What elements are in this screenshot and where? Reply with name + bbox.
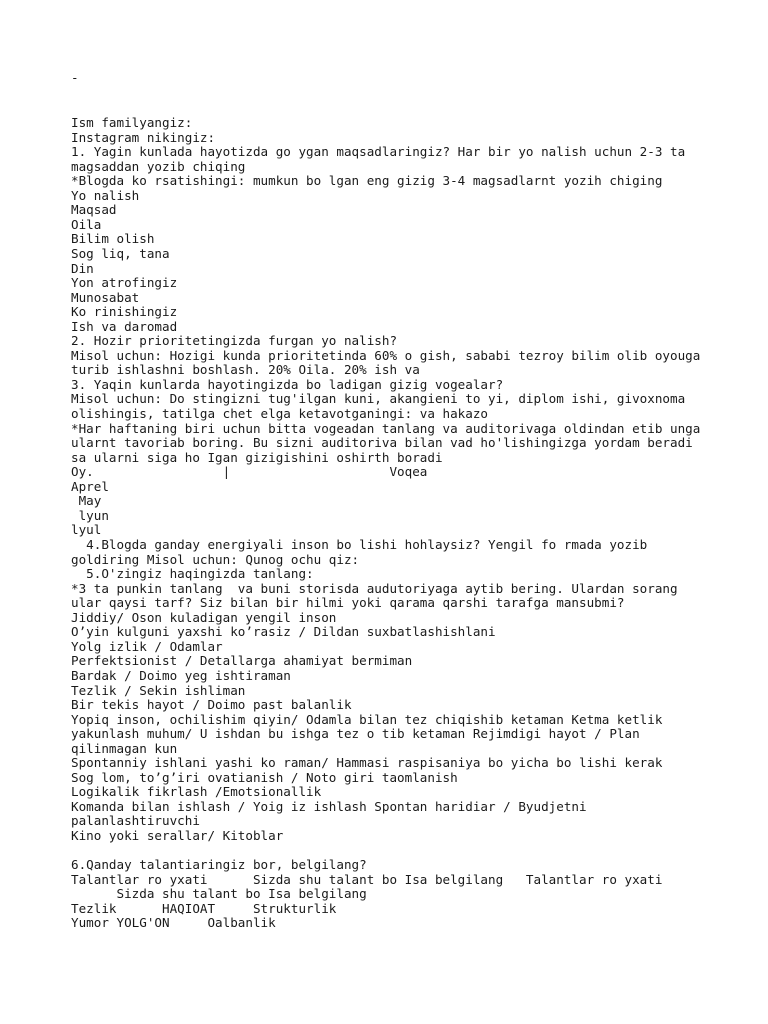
document-line: Sizda shu talant bo Isa belgilang [71, 886, 367, 902]
document-line: Yopiq inson, ochilishim qiyin/ Odamla bilan tez chiqishib ketaman Ketma ketlik [71, 711, 663, 727]
document-line: 1. Yagin kunlada hayotizda go ygan maqsadlaringiz? Har bir yo nalish uchun 2-3 ta [71, 144, 686, 160]
document-line: May [71, 493, 102, 509]
document-line: Oila [71, 216, 102, 232]
document-line: Talantlar ro yxati Sizda shu talant bo Isa belgilang Talantlar ro yxati [71, 871, 663, 887]
document-line: yakunlash muhum/ U ishdan bu ishga tez o tib ketaman Rejimdigi hayot / Plan [71, 726, 640, 742]
document-line: Instagram nikingiz: [71, 129, 216, 145]
document-line: Yo nalish [71, 187, 140, 203]
document-line: palanlashtiruvchi [71, 813, 200, 829]
document-line: Misol uchun: Hozigi kunda prioritetinda 60% o gish, sababi tezroy bilim olib oyouga [71, 347, 701, 363]
document-line: qilinmagan kun [71, 740, 178, 756]
document-line: lyun [71, 507, 109, 523]
document-line: Ish va daromad [71, 318, 178, 334]
document-line: 5.O'zingiz haqingizda tanlang: [71, 566, 314, 581]
document-line: Bilim olish [71, 231, 155, 247]
document-line: Tezlik / Sekin ishliman [71, 682, 246, 698]
document-line: Munosabat [71, 289, 140, 305]
document-line: turib ishlashni boshlash. 20% Oila. 20% ish va [71, 362, 420, 378]
document-line: *3 ta punkin tanlang va buni storisda audutoriyaga aytib bering. Ulardan sorang [71, 580, 678, 596]
document-line: Jiddiy/ Oson kuladigan yengil inson [71, 609, 337, 625]
document-line: Spontanniy ishlani yashi ko raman/ Hammasi raspisaniya bo yicha bo lishi kerak [71, 755, 663, 771]
document-line: lyul [71, 522, 102, 538]
document-line: Yumor YOLG'ON Oalbanlik [71, 915, 276, 931]
document-line: Bardak / Doimo yeg ishtiraman [71, 667, 291, 683]
document-line: O’yin kulguni yaxshi ko’rasiz / Dildan suxbatlashishlani [71, 624, 496, 640]
document-line: Tezlik HAQIOAT Strukturlik [71, 900, 337, 916]
document-line: Oy. | Voqea [71, 464, 428, 480]
document-line: Komanda bilan ishlash / Yoig iz ishlash Spontan haridiar / Byudjetni [71, 798, 587, 814]
document-line: sa ularni siga ho Igan gizigishini oshirth boradi [71, 449, 443, 465]
document-line: 6.Qanday talantiaringiz bor, belgilang? [71, 857, 367, 873]
document-line: Maqsad [71, 202, 117, 218]
document-line: Sog liq, tana [71, 246, 170, 261]
document-line: 4.Blogda ganday energiyali inson bo lishi hohlaysiz? Yengil fo rmada yozib [71, 537, 648, 552]
document-line: *Har haftaning biri uchun bitta vogeadan tanlang va auditorivaga oldindan etib unga [71, 420, 701, 436]
document-line: Logikalik fikrlash /Emotsionallik [71, 784, 322, 800]
document-line: Sog lom, to’g’iri ovatianish / Noto giri taomlanish [71, 769, 458, 785]
document-line: Din [71, 260, 94, 276]
document-line: ularnt tavoriab boring. Bu sizni auditoriva bilan vad ho'lishingizga yordam beradi [71, 435, 693, 451]
document-line: ular qaysi tarf? Siz bilan bir hilmi yoki qarama qarshi tarafga mansubmi? [71, 595, 625, 611]
document-line: Aprel [71, 478, 109, 494]
document-line: Ism familyangiz: [71, 115, 193, 130]
document-line: olishingis, tatilga chet elga ketavotganingi: va hakazo [71, 406, 489, 421]
header-dash: - [71, 70, 79, 85]
document-line: Yon atrofingiz [71, 275, 178, 291]
document-line: *Blogda ko rsatishingi: mumkun bo lgan eng gizig 3-4 magsadlarnt yozih chiging [71, 173, 663, 189]
document-line: Kino yoki serallar/ Kitoblar [71, 828, 284, 843]
document-line: 2. Hozir prioritetingizda furgan yo nalish? [71, 333, 398, 349]
document-line: Yolg izlik / Odamlar [71, 638, 223, 654]
document-line: goldiring Misol uchun: Qunog ochu qiz: [71, 551, 360, 567]
document-line: Bir tekis hayot / Doimo past balanlik [71, 697, 352, 712]
document-line: 3. Yaqin kunlarda hayotingizda bo ladigan gizig vogealar? [71, 376, 504, 392]
document-line: Ko rinishingiz [71, 304, 178, 320]
document-line: Misol uchun: Do stingizni tug'ilgan kuni, akangieni to yi, diplom ishi, givoxnoma [71, 391, 686, 407]
document-line: magsaddan yozib chiqing [71, 158, 246, 174]
document-line: Perfektsionist / Detallarga ahamiyat bermiman [71, 653, 413, 669]
